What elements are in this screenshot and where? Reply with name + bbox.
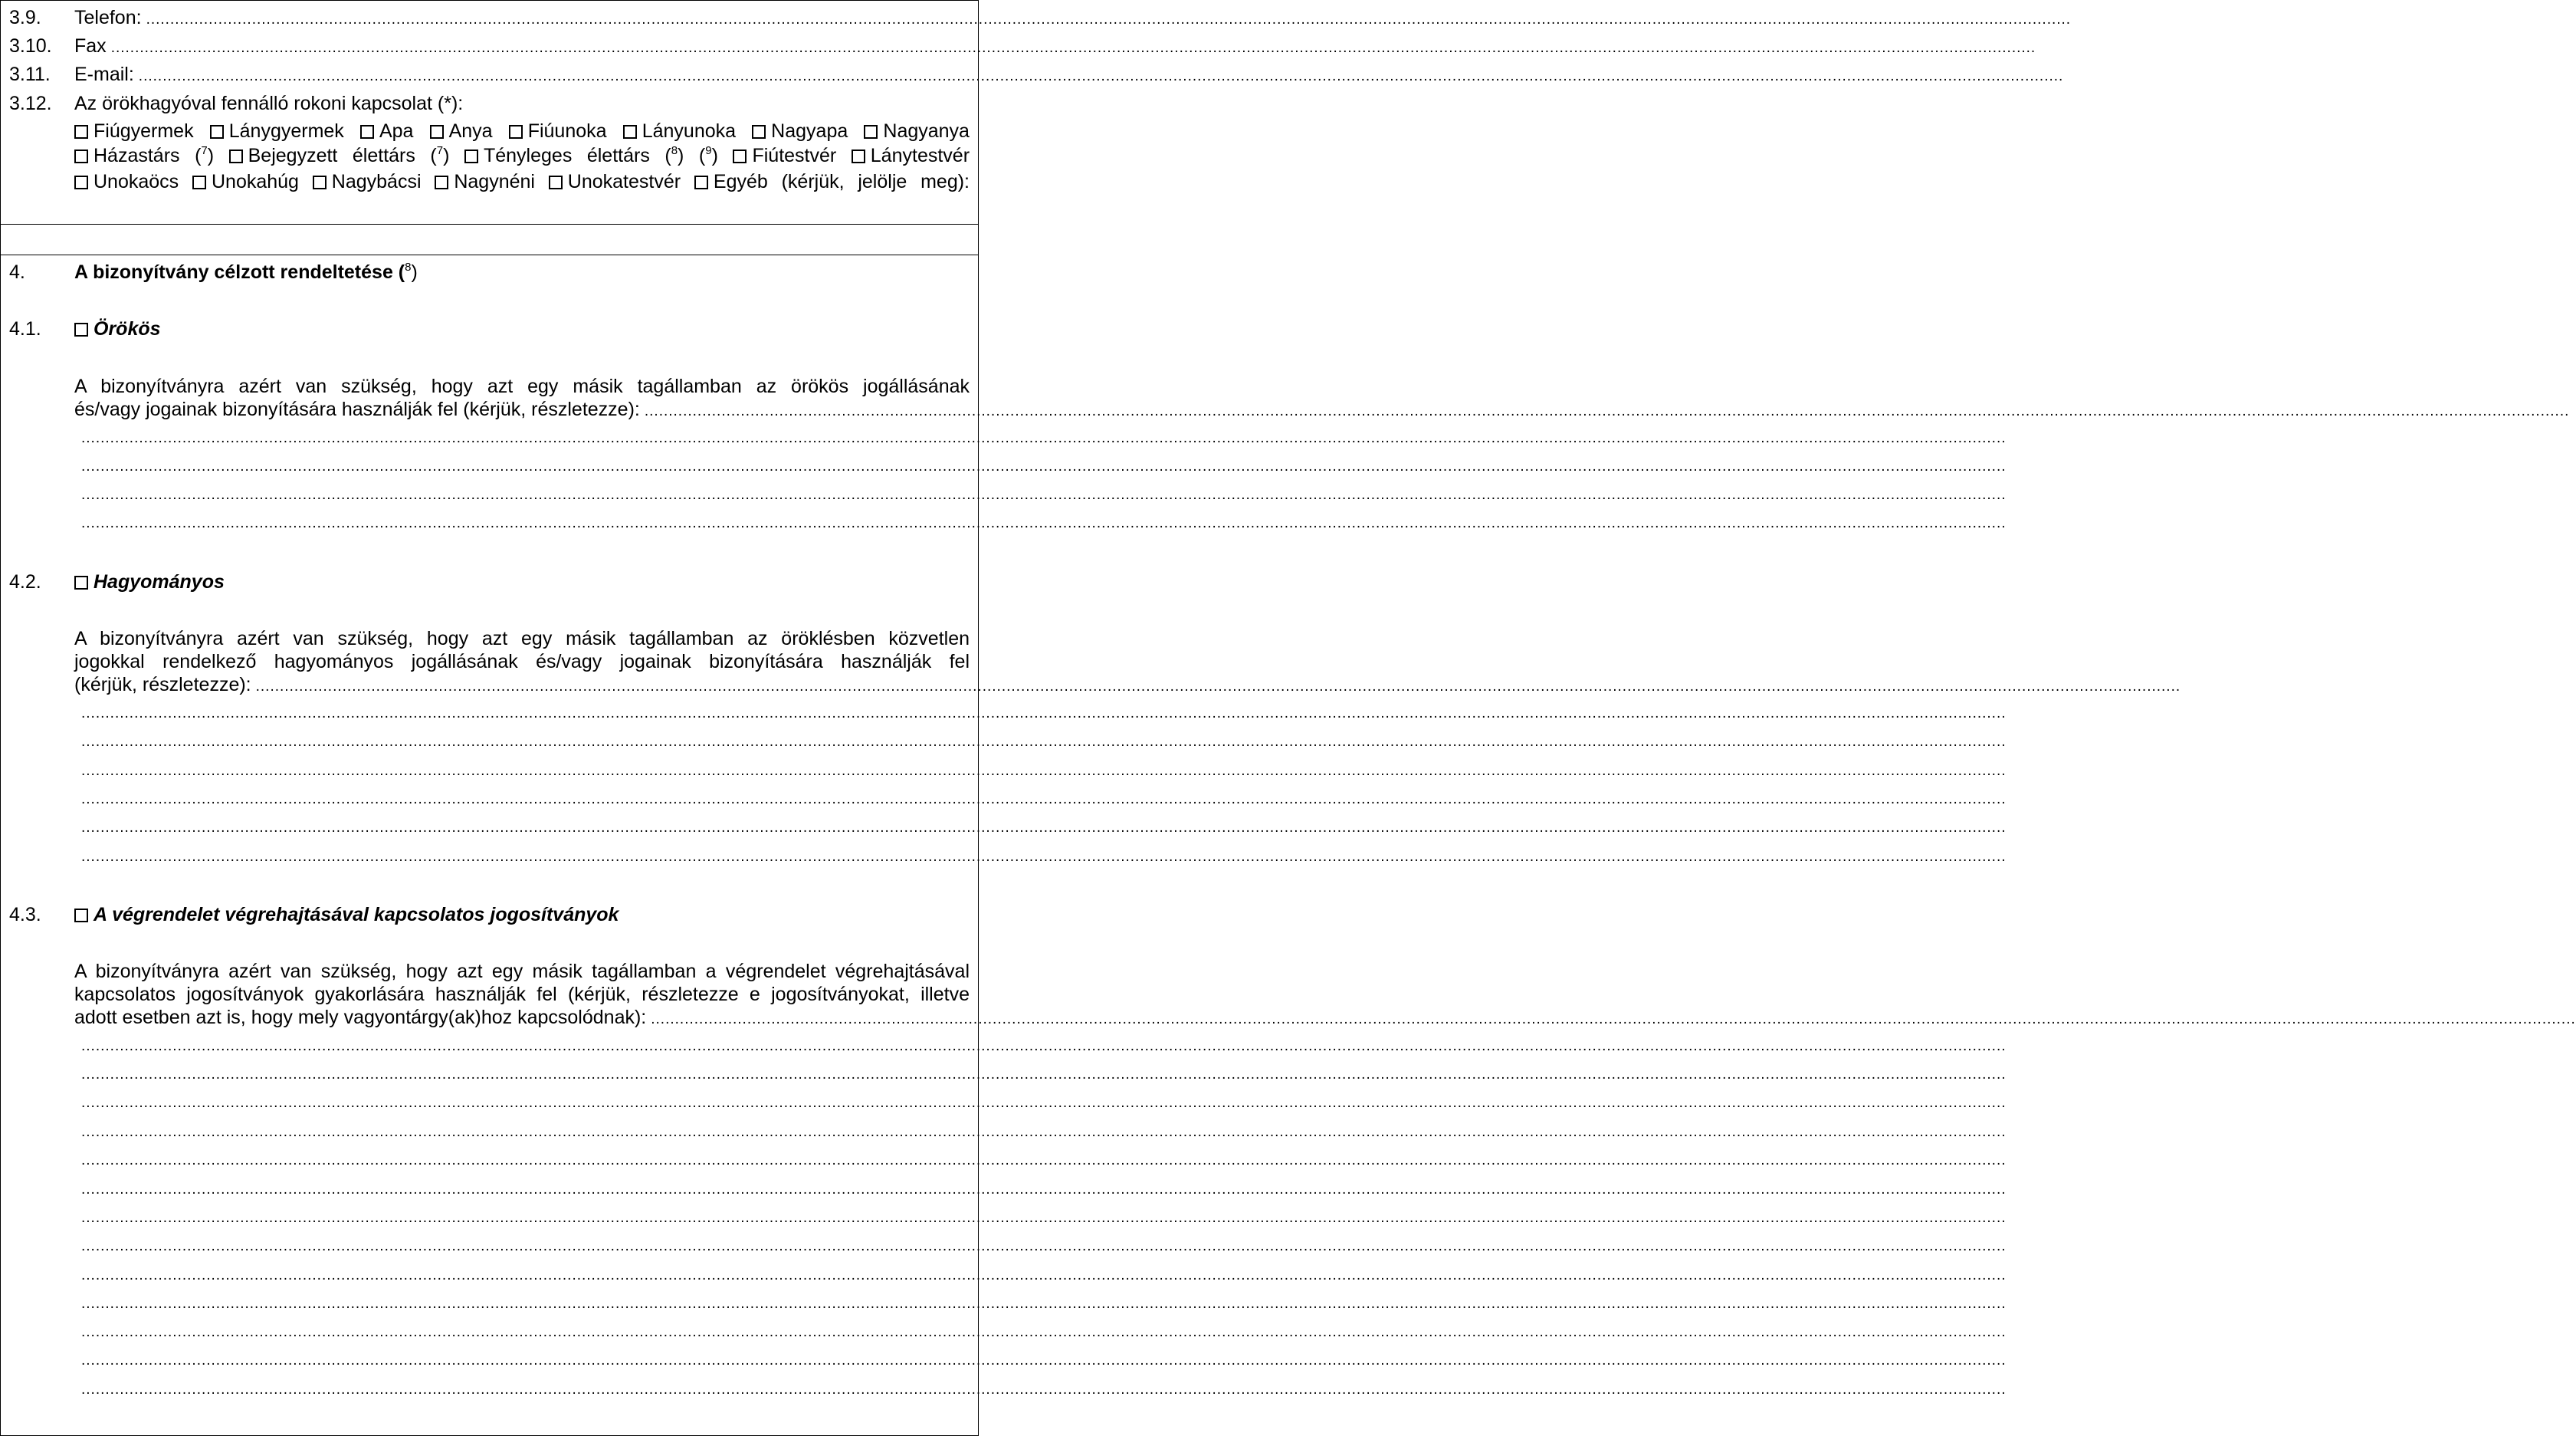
s42-text-line2: jogokkal rendelkező hagyományos jogállásának és/vagy jogainak bizonyítására használják fel	[74, 651, 970, 672]
s41-text-line2: és/vagy jogainak bizonyítására használják fel (kérjük, részletezze):	[74, 399, 640, 420]
s41-title: Örökös	[94, 318, 161, 340]
item-number: 3.10.	[9, 35, 52, 57]
answer-line[interactable]: ................................................................................................................................................................................................................................................................................................................................................................................................................	[81, 820, 2007, 836]
s42-text-line1: A bizonyítványra azért van szükség, hogy azt egy másik tagállamban az öröklésben közvetlen	[74, 628, 970, 649]
answer-line[interactable]: ................................................................................................................................................................................................................................................................................................................................................................................................................	[81, 1382, 2007, 1398]
answer-line[interactable]: ................................................................................................................................................................................................................................................................................................................................................................................................................	[81, 1124, 2007, 1140]
option-label: Tényleges élettárs (	[483, 145, 671, 166]
fax-field[interactable]	[74, 35, 2036, 60]
checkbox-icon[interactable]	[464, 150, 478, 163]
fill-dots: ................................................................................................................................................................................................................................................................................................................................................................................................................	[146, 12, 2072, 28]
answer-line[interactable]: ................................................................................................................................................................................................................................................................................................................................................................................................................	[81, 791, 2007, 807]
s43-text-line3: adott esetben azt is, hogy mely vagyontárgy(ak)hoz kapcsolódnak):	[74, 1007, 647, 1028]
footnote-ref: 7	[436, 144, 444, 157]
option-unokatestver[interactable]	[549, 171, 681, 192]
option-label: Fiútestvér	[752, 145, 837, 166]
option-fiugyermek[interactable]	[74, 120, 194, 142]
s41-field[interactable]	[74, 398, 2570, 423]
answer-line[interactable]: ................................................................................................................................................................................................................................................................................................................................................................................................................	[81, 763, 2007, 779]
answer-line[interactable]: ................................................................................................................................................................................................................................................................................................................................................................................................................	[81, 1095, 2007, 1111]
s43-title: A végrendelet végrehajtásával kapcsolatos jogosítványok	[94, 904, 619, 925]
option-label: Nagybácsi	[331, 171, 422, 192]
checkbox-icon[interactable]	[74, 576, 88, 590]
option-label: Nagyanya	[883, 120, 970, 142]
paren: (	[684, 145, 706, 166]
checkbox-icon[interactable]	[435, 176, 448, 189]
option-anya[interactable]	[430, 120, 493, 142]
checkbox-icon[interactable]	[229, 150, 243, 163]
option-label: Lányunoka	[642, 120, 737, 142]
option-egyeb[interactable]	[694, 171, 970, 192]
option-label: Anya	[448, 120, 493, 142]
option-label: Házastárs (	[94, 145, 202, 166]
option-label: Nagynéni	[454, 171, 535, 192]
answer-line[interactable]: ................................................................................................................................................................................................................................................................................................................................................................................................................	[81, 1152, 2007, 1168]
checkbox-icon[interactable]	[360, 125, 374, 139]
answer-line[interactable]: ................................................................................................................................................................................................................................................................................................................................................................................................................	[81, 705, 2007, 721]
option-label: Nagyapa	[771, 120, 848, 142]
footnote-ref: 7	[201, 144, 208, 157]
fill-dots: ................................................................................................................................................................................................................................................................................................................................................................................................................	[110, 40, 2036, 56]
answer-line[interactable]: ................................................................................................................................................................................................................................................................................................................................................................................................................	[81, 1296, 2007, 1312]
option-label: Egyéb (kérjük, jelölje meg):	[713, 171, 970, 192]
checkbox-icon[interactable]	[694, 176, 708, 189]
option-fiutestver[interactable]	[733, 145, 836, 166]
answer-line[interactable]: ................................................................................................................................................................................................................................................................................................................................................................................................................	[81, 1066, 2007, 1083]
answer-line[interactable]: ................................................................................................................................................................................................................................................................................................................................................................................................................	[81, 1324, 2007, 1340]
s41-text-line1: A bizonyítványra azért van szükség, hogy azt egy másik tagállamban az örökös jogállásának	[74, 376, 970, 397]
checkbox-icon[interactable]	[752, 125, 766, 139]
answer-line[interactable]: ................................................................................................................................................................................................................................................................................................................................................................................................................	[81, 515, 2007, 531]
answer-line[interactable]: ................................................................................................................................................................................................................................................................................................................................................................................................................	[81, 734, 2007, 750]
email-field[interactable]	[74, 63, 2064, 88]
option-lanytestver[interactable]	[852, 145, 970, 166]
option-nagyapa[interactable]	[752, 120, 848, 142]
telefon-field[interactable]	[74, 6, 2072, 31]
option-nagybacsi[interactable]	[313, 171, 422, 192]
answer-line[interactable]: ................................................................................................................................................................................................................................................................................................................................................................................................................	[81, 1267, 2007, 1283]
checkbox-icon[interactable]	[74, 125, 88, 139]
footnote-ref: 9	[705, 144, 712, 157]
answer-line[interactable]: ................................................................................................................................................................................................................................................................................................................................................................................................................	[81, 1352, 2007, 1369]
option-label: Fiúgyermek	[94, 120, 194, 142]
telefon-label: Telefon:	[74, 7, 142, 28]
checkbox-icon[interactable]	[74, 176, 88, 189]
checkbox-icon[interactable]	[623, 125, 637, 139]
option-bejegyzett-elettars[interactable]	[229, 145, 450, 166]
option-label: Lánygyermek	[228, 120, 344, 142]
checkbox-icon[interactable]	[313, 176, 327, 189]
paren: )	[678, 145, 684, 166]
option-label: Fiúunoka	[527, 120, 607, 142]
answer-line[interactable]: ................................................................................................................................................................................................................................................................................................................................................................................................................	[81, 458, 2007, 475]
item-number: 4.1.	[9, 318, 41, 340]
paren: )	[411, 261, 418, 283]
option-label: Unokaöcs	[94, 171, 179, 192]
kapcsolat-label: Az örökhagyóval fennálló rokoni kapcsolat (*):	[74, 93, 464, 114]
s42-option[interactable]	[74, 570, 970, 593]
paren: )	[207, 145, 215, 166]
s43-option[interactable]	[74, 903, 970, 926]
option-label: Unokatestvér	[567, 171, 681, 192]
answer-line[interactable]: ................................................................................................................................................................................................................................................................................................................................................................................................................	[81, 1238, 2007, 1254]
checkbox-icon[interactable]	[549, 176, 563, 189]
footnote-ref: 8	[671, 144, 678, 157]
options-line	[74, 170, 970, 193]
checkbox-icon[interactable]	[733, 150, 747, 163]
option-unokahug[interactable]	[192, 171, 299, 192]
fill-dots: ................................................................................................................................................................................................................................................................................................................................................................................................................	[138, 68, 2064, 84]
answer-line[interactable]: ................................................................................................................................................................................................................................................................................................................................................................................................................	[81, 1038, 2007, 1054]
option-lanyunoka[interactable]	[623, 120, 736, 142]
checkbox-icon[interactable]	[864, 125, 878, 139]
item-number: 4.2.	[9, 571, 41, 593]
checkbox-icon[interactable]	[430, 125, 444, 139]
item-number: 4.3.	[9, 904, 41, 925]
divider-top	[0, 224, 979, 225]
email-label: E-mail:	[74, 64, 134, 85]
option-fiuunoka[interactable]	[509, 120, 607, 142]
checkbox-icon[interactable]	[74, 909, 88, 922]
fax-label: Fax	[74, 35, 107, 57]
fill-dots: ................................................................................................................................................................................................................................................................................................................................................................................................................	[644, 403, 2570, 419]
paren: )	[711, 145, 718, 166]
section-number: 4.	[9, 261, 25, 283]
options-line	[74, 144, 970, 167]
option-unokaocs[interactable]	[74, 171, 179, 192]
checkbox-icon[interactable]	[74, 150, 88, 163]
fill-dots: ................................................................................................................................................................................................................................................................................................................................................................................................................	[255, 679, 2181, 695]
s42-field[interactable]	[74, 673, 2181, 698]
paren: )	[443, 145, 450, 166]
options-line	[74, 120, 970, 143]
answer-line[interactable]: ................................................................................................................................................................................................................................................................................................................................................................................................................	[81, 1210, 2007, 1226]
answer-line[interactable]: ................................................................................................................................................................................................................................................................................................................................................................................................................	[81, 487, 2007, 503]
option-label: Lánytestvér	[870, 145, 970, 166]
s42-title: Hagyományos	[94, 571, 225, 593]
s43-field[interactable]	[74, 1006, 2576, 1031]
option-tenyleges-elettars[interactable]	[464, 145, 718, 166]
s43-text-line1: A bizonyítványra azért van szükség, hogy azt egy másik tagállamban a végrendelet végrehajtásával	[74, 961, 970, 982]
option-hazastars[interactable]	[74, 145, 214, 166]
footnote-ref: 8	[405, 261, 412, 274]
checkbox-icon[interactable]	[192, 176, 206, 189]
s41-option[interactable]	[74, 317, 970, 340]
option-label: Bejegyzett élettárs (	[248, 145, 437, 166]
answer-line[interactable]: ................................................................................................................................................................................................................................................................................................................................................................................................................	[81, 430, 2007, 446]
s43-text-line2: kapcsolatos jogosítványok gyakorlására használják fel (kérjük, részletezze e jogosítványokat, illetve	[74, 984, 970, 1005]
option-label: Unokahúg	[211, 171, 299, 192]
option-nagyanya[interactable]	[864, 120, 970, 142]
answer-line[interactable]: ................................................................................................................................................................................................................................................................................................................................................................................................................	[81, 849, 2007, 865]
option-lanygyermek[interactable]	[210, 120, 344, 142]
option-label: Apa	[379, 120, 414, 142]
answer-line[interactable]: ................................................................................................................................................................................................................................................................................................................................................................................................................	[81, 1181, 2007, 1198]
item-number: 3.12.	[9, 93, 52, 114]
checkbox-icon[interactable]	[210, 125, 224, 139]
option-nagyneni[interactable]	[435, 171, 535, 192]
section4-title	[74, 261, 970, 284]
s42-text-line3: (kérjük, részletezze):	[74, 674, 251, 695]
fill-dots: ................................................................................................................................................................................................................................................................................................................................................................................................................	[651, 1011, 2576, 1027]
item-number: 3.11.	[9, 64, 51, 85]
option-apa[interactable]	[360, 120, 413, 142]
checkbox-icon[interactable]	[852, 150, 865, 163]
item-number: 3.9.	[9, 7, 41, 28]
checkbox-icon[interactable]	[509, 125, 523, 139]
section-title-text: A bizonyítvány célzott rendeltetése (	[74, 261, 405, 283]
checkbox-icon[interactable]	[74, 323, 88, 337]
